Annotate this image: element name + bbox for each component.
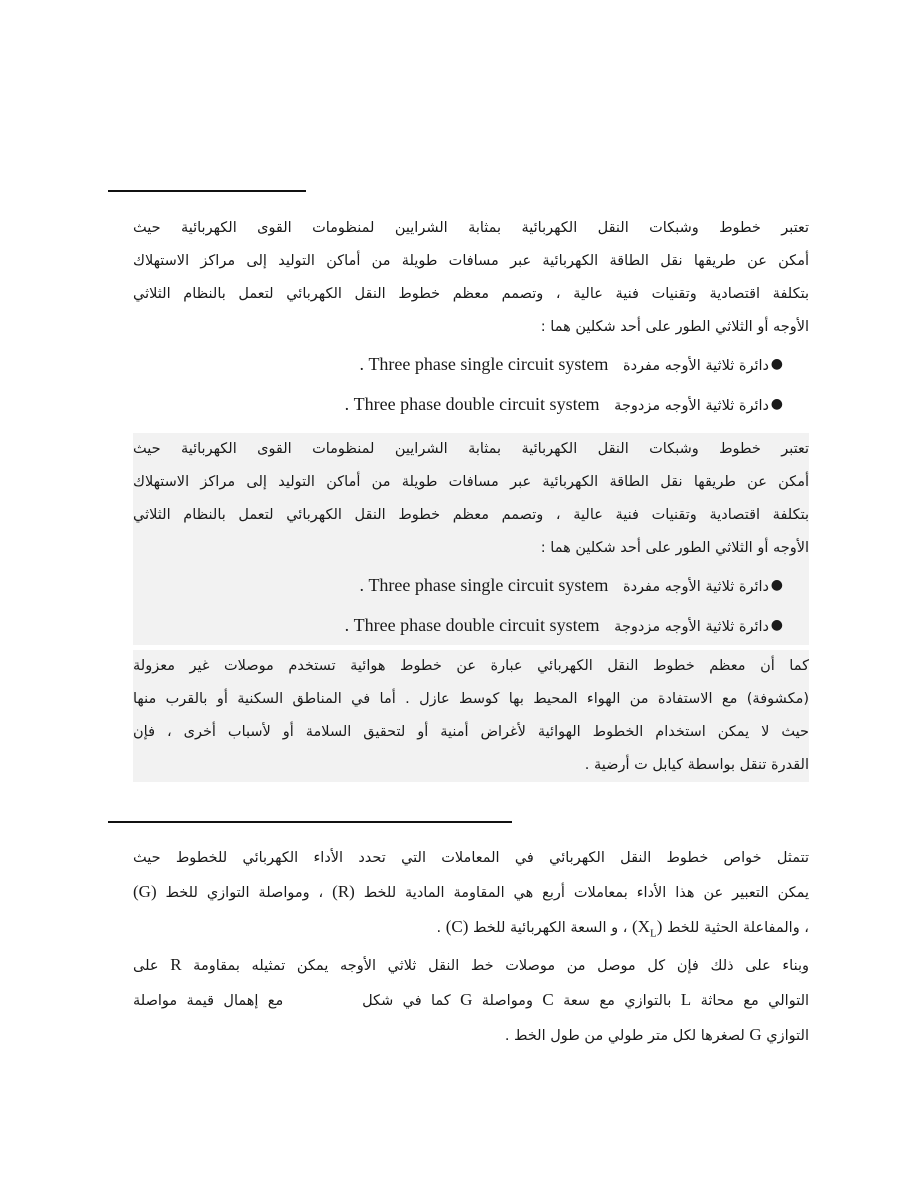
footnote-rule-bottom bbox=[108, 821, 512, 823]
symbol-x: (X bbox=[632, 917, 650, 936]
intro-section bbox=[133, 212, 809, 424]
bullet-text-english: . Three phase double circuit system bbox=[344, 615, 600, 635]
text-run: ومواصلة bbox=[481, 993, 533, 1009]
bullet-text-english: . Three phase double circuit system bbox=[344, 394, 600, 414]
text-run: على bbox=[133, 958, 159, 974]
paragraph-line: بتكلفة اقتصادية وتقنيات فنية عالية ، وتصمم معظم خطوط النقل الكهربائي لتعمل بالنظام الثلاثي bbox=[133, 507, 809, 523]
paragraph-line: حيث لا يمكن استخدام الخطوط الهوائية لأغراض أمنية أو لتحقيق السلامة أو لأسباب أخرى ، فإن bbox=[133, 724, 809, 740]
bullet-text-arabic: دائرة ثلاثية الأوجه مزدوجة bbox=[614, 398, 769, 414]
paragraph-line: تعتبر خطوط وشبكات النقل الكهربائية بمثابة الشرايين لمنظومات القوى الكهربائية حيث bbox=[133, 220, 809, 236]
list-item bbox=[133, 605, 809, 645]
bullet-text-arabic: دائرة ثلاثية الأوجه مفردة bbox=[622, 358, 769, 374]
symbol-xl bbox=[632, 917, 663, 940]
paragraph-line bbox=[133, 948, 809, 983]
symbol-c: C bbox=[542, 990, 554, 1009]
paragraph-line bbox=[133, 910, 809, 950]
paragraph-line: تعتبر خطوط وشبكات النقل الكهربائية بمثابة الشرايين لمنظومات القوى الكهربائية حيث bbox=[133, 441, 809, 457]
circuit-types-list bbox=[133, 344, 809, 424]
footnote-rule-top bbox=[108, 190, 306, 192]
paragraph-line bbox=[133, 983, 809, 1018]
paragraph-line: كما أن معظم خطوط النقل الكهربائي عبارة عن خطوط هوائية تستخدم موصلات غير معزولة bbox=[133, 658, 809, 674]
conductor-model-section bbox=[133, 948, 809, 1053]
text-run: التوالي مع محاثة bbox=[700, 993, 810, 1009]
symbol-g: G bbox=[749, 1025, 762, 1044]
list-item bbox=[133, 384, 809, 424]
bullet-icon: ● bbox=[770, 577, 783, 593]
text-run: يمكن التعبير عن هذا الأداء بمعاملات أربع هي المقاومة المادية للخط bbox=[363, 885, 810, 901]
symbol-close: ) bbox=[656, 917, 663, 936]
text-run: بالتوازي مع سعة bbox=[563, 993, 672, 1009]
paragraph-line: القدرة تنقل بواسطة كيابل ت أرضية . bbox=[584, 757, 809, 773]
text-run: . bbox=[436, 920, 442, 936]
symbol-g: G bbox=[460, 990, 473, 1009]
line-parameters-paragraph bbox=[133, 842, 809, 950]
text-run: التوازي bbox=[766, 1028, 809, 1044]
symbol-g: (G) bbox=[133, 882, 157, 901]
text-run: وبناء على ذلك فإن كل موصل من موصلات خط النقل ثلاثي الأوجه يمكن تمثيله بمقاومة bbox=[193, 958, 810, 974]
bullet-icon: ● bbox=[770, 617, 783, 633]
text-run: ، و السعة الكهربائية للخط bbox=[473, 920, 628, 936]
bullet-icon: ● bbox=[770, 356, 783, 372]
list-item bbox=[133, 344, 809, 384]
list-item bbox=[133, 565, 809, 605]
paragraph-line: (مكشوفة) مع الاستفادة من الهواء المحيط بها كوسط عازل . أما في المناطق السكنية أو بالقرب منها bbox=[133, 691, 809, 707]
subscript-l: L bbox=[649, 927, 657, 940]
paragraph-line: الأوجه أو الثلاثي الطور على أحد شكلين هما : bbox=[540, 319, 809, 335]
bullet-text-arabic: دائرة ثلاثية الأوجه مزدوجة bbox=[614, 619, 769, 635]
intro-paragraph bbox=[133, 212, 809, 344]
paragraph-line: الأوجه أو الثلاثي الطور على أحد شكلين هما : bbox=[540, 540, 809, 556]
bullet-icon: ● bbox=[770, 396, 783, 412]
intro-paragraph bbox=[133, 433, 809, 565]
overhead-lines-section bbox=[133, 650, 809, 782]
paragraph-line: أمكن عن طريقها نقل الطاقة الكهربائية عبر مسافات طويلة من أماكن التوليد إلى مراكز الاستهلاك bbox=[133, 253, 809, 269]
paragraph-line bbox=[133, 875, 809, 910]
line-parameters-section bbox=[133, 842, 809, 950]
paragraph-line: تتمثل خواص خطوط النقل الكهربائي في المعاملات التي تحدد الأداء الكهربائي للخطوط حيث bbox=[133, 850, 809, 866]
paragraph-line bbox=[133, 1018, 809, 1053]
text-run: لصغرها لكل متر طولي من طول الخط . bbox=[504, 1028, 745, 1044]
shaded-intro-section bbox=[133, 433, 809, 645]
text-run: ، ومواصلة التوازي للخط bbox=[165, 885, 324, 901]
paragraph-line: أمكن عن طريقها نقل الطاقة الكهربائية عبر مسافات طويلة من أماكن التوليد إلى مراكز الاستهلاك bbox=[133, 474, 809, 490]
paragraph-line: بتكلفة اقتصادية وتقنيات فنية عالية ، وتصمم معظم خطوط النقل الكهربائي لتعمل بالنظام الثلاثي bbox=[133, 286, 809, 302]
bullet-text-english: . Three phase single circuit system bbox=[359, 354, 609, 374]
text-run: ، والمفاعلة الحثية للخط bbox=[667, 920, 809, 936]
circuit-types-list bbox=[133, 565, 809, 645]
symbol-r: (R) bbox=[332, 882, 355, 901]
symbol-r: R bbox=[170, 955, 182, 974]
text-run: مع إهمال قيمة مواصلة bbox=[133, 993, 284, 1009]
bullet-text-english: . Three phase single circuit system bbox=[359, 575, 609, 595]
symbol-l: L bbox=[680, 990, 692, 1009]
conductor-model-paragraph bbox=[133, 948, 809, 1053]
bullet-text-arabic: دائرة ثلاثية الأوجه مفردة bbox=[622, 579, 769, 595]
symbol-c: (C) bbox=[445, 917, 469, 936]
overhead-lines-paragraph bbox=[133, 650, 809, 782]
text-run: كما في شكل bbox=[362, 993, 451, 1009]
